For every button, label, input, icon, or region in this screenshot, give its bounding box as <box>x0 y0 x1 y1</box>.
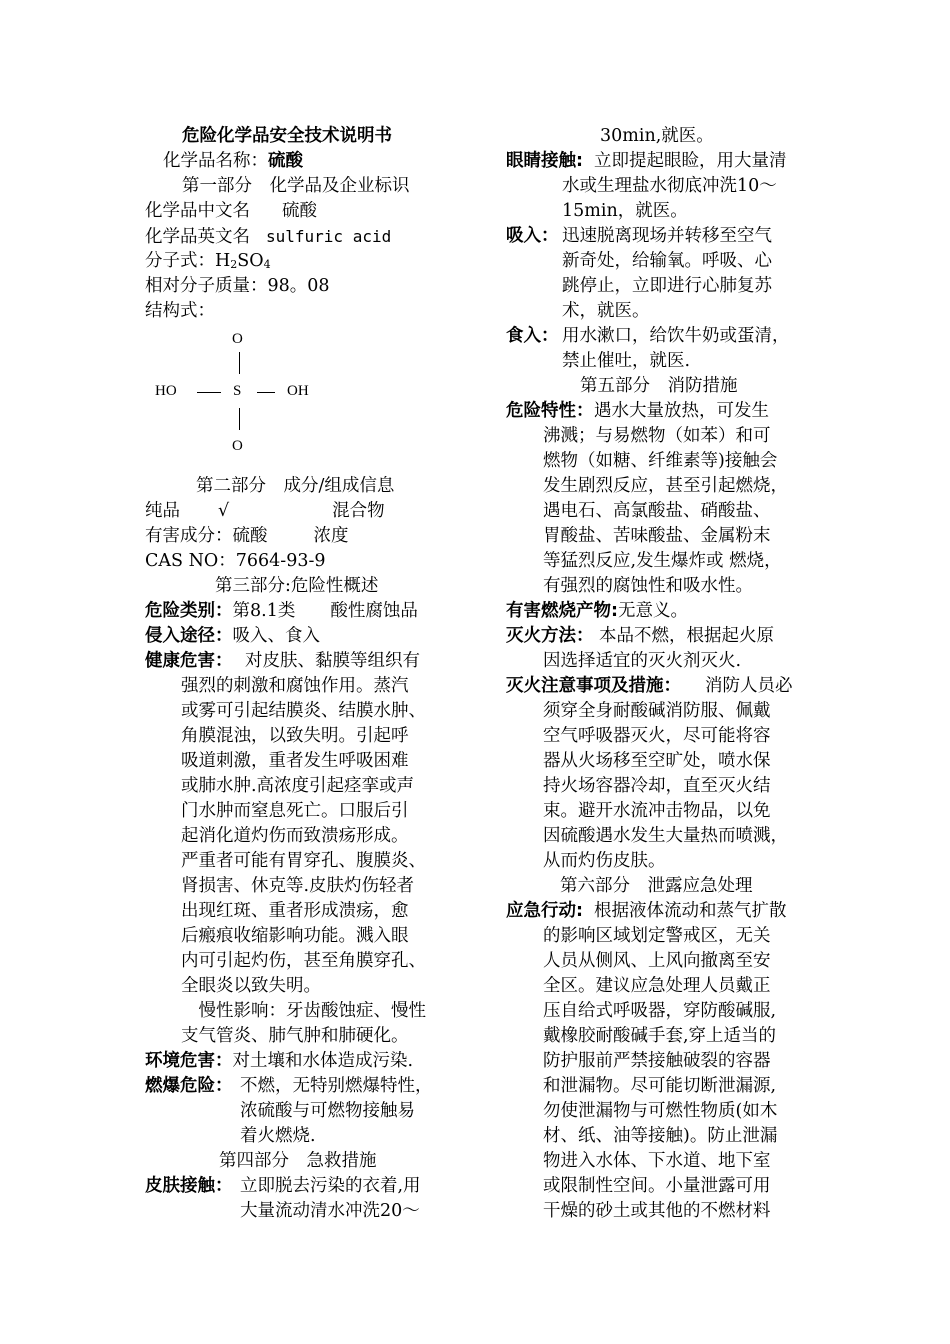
eye-contact-line: 立即提起眼睑，用大量清 <box>594 151 787 171</box>
firefighting-notes-line: 因硫酸遇水发生大量热而喷溅， <box>543 826 788 846</box>
cn-name-label: 化学品中文名 <box>145 201 250 221</box>
environment-hazard-label: 环境危害： <box>145 1051 233 1071</box>
emergency-action-line: 防护服前严禁接触破裂的容器 <box>543 1051 771 1071</box>
firefighting-notes-line: 持火场容器冷却，直至灭火结 <box>543 776 771 796</box>
inhalation-line: 跳停止，立即进行心肺复苏 <box>562 276 772 296</box>
check-mark: √ <box>218 501 230 521</box>
hazard-component-row <box>145 524 349 549</box>
skin-contact-line: 立即脱去污染的衣着,用 <box>240 1176 421 1196</box>
struct-bond-right <box>257 392 275 393</box>
danger-property-line: 遇水大量放热，可发生 <box>594 401 769 421</box>
emergency-action-line: 根据液体流动和蒸气扩散 <box>594 901 787 921</box>
environment-hazard-value: 对土壤和水体造成污染. <box>232 1051 414 1071</box>
danger-property-line: 燃物（如糖、纤维素等)接触会 <box>543 451 778 471</box>
struct-right-oh: OH <box>287 383 309 399</box>
chemical-name-row <box>163 149 303 174</box>
fire-hazard-line: 着火燃烧. <box>240 1126 316 1146</box>
health-hazard-label: 健康危害： <box>145 651 233 671</box>
danger-property-line: 沸溅；与易燃物（如苯）和可 <box>543 426 771 446</box>
cas-number: CAS NO：7664-93-9 <box>145 551 326 571</box>
ingestion-line: 用水漱口，给饮牛奶或蛋清， <box>562 326 790 346</box>
en-name-row <box>145 224 391 250</box>
skin-contact-line: 大量流动清水冲洗20～ <box>240 1201 420 1221</box>
health-line: 吸道刺激，重者发生呼吸困难 <box>181 751 409 771</box>
extinguish-method-line: 因选择适宜的灭火剂灭火. <box>543 651 742 671</box>
hazard-category-value: 第8.1类 酸性腐蚀品 <box>232 601 418 621</box>
health-line: 门水肿而窒息死亡。口服后引 <box>181 801 409 821</box>
cn-name-row <box>145 199 317 224</box>
skin-contact-label: 皮肤接触： <box>145 1176 233 1196</box>
en-name-label: 化学品英文名 <box>145 227 250 247</box>
struct-bond-bottom <box>239 408 240 430</box>
health-line: 强烈的刺激和腐蚀作用。蒸汽 <box>181 676 409 696</box>
fire-hazard-label: 燃爆危险： <box>145 1076 233 1096</box>
fire-hazard-line: 不燃，无特别燃爆特性， <box>240 1076 433 1096</box>
entry-route-value: 吸入、食入 <box>232 626 320 646</box>
structure-label: 结构式： <box>145 301 215 321</box>
combustion-products-value: 无意义。 <box>618 601 688 621</box>
part6-heading: 第六部分 泄露应急处理 <box>560 876 753 896</box>
firefighting-notes-line: 束。避开水流冲击物品，以免 <box>543 801 771 821</box>
part3-heading: 第三部分:危险性概述 <box>215 576 379 596</box>
ingestion-line: 禁止催吐，就医. <box>562 351 691 371</box>
environment-hazard-row <box>145 1049 413 1074</box>
skin-contact-line: 30min,就医。 <box>600 126 714 146</box>
part4-heading: 第四部分 急救措施 <box>219 1151 377 1171</box>
molecular-weight: 相对分子质量：98。08 <box>145 276 330 296</box>
danger-property-line: 等猛烈反应,发生爆炸或 燃烧， <box>543 551 782 571</box>
extinguish-method-line: 本品不燃，根据起火原 <box>599 626 774 646</box>
danger-property-line: 有强烈的腐蚀性和吸水性。 <box>543 576 753 596</box>
fire-hazard-line: 浓硫酸与可燃物接触易 <box>240 1101 415 1121</box>
formula-row <box>145 249 271 277</box>
hazard-component-label: 有害成分：硫酸 <box>145 526 268 546</box>
en-name-value: sulfuric acid <box>266 227 392 246</box>
eye-contact-label: 眼睛接触: <box>506 151 583 171</box>
health-line: 对皮肤、黏膜等组织有 <box>245 651 420 671</box>
page-title: 危险化学品安全技术说明书 <box>182 126 392 146</box>
chronic-effect-line: 慢性影响：牙齿酸蚀症、慢性 <box>181 1001 426 1021</box>
struct-bond-left <box>197 392 221 393</box>
inhalation-line: 术，就医。 <box>562 301 650 321</box>
concentration-label: 浓度 <box>313 526 349 546</box>
emergency-action-line: 全区。建议应急处理人员戴正 <box>543 976 771 996</box>
health-line: 起消化道灼伤而致溃疡形成。 <box>181 826 409 846</box>
health-line: 全眼炎以致失明。 <box>181 976 321 996</box>
emergency-action-line: 压自给式呼吸器，穿防酸碱服, <box>543 1001 777 1021</box>
part2-heading: 第二部分 成分/组成信息 <box>196 476 395 496</box>
emergency-action-label: 应急行动: <box>506 901 583 921</box>
emergency-action-line: 戴橡胶耐酸碱手套,穿上适当的 <box>543 1026 777 1046</box>
emergency-action-line: 勿使泄漏物与可燃性物质(如木 <box>543 1101 778 1121</box>
eye-contact-line: 15min，就医。 <box>562 201 688 221</box>
danger-property-label: 危险特性： <box>506 401 594 421</box>
emergency-action-line: 干燥的砂土或其他的不燃材料 <box>543 1201 771 1221</box>
pure-row <box>145 499 385 524</box>
emergency-action-line: 材、纸、油等接触)。防止泄漏 <box>543 1126 778 1146</box>
chronic-effect-line: 支气管炎、肺气肿和肺硬化。 <box>181 1026 409 1046</box>
formula-h: H <box>215 251 231 271</box>
emergency-action-line: 或限制性空间。小量泄露可用 <box>543 1176 771 1196</box>
inhalation-line: 迅速脱离现场并转移至空气 <box>562 226 772 246</box>
ingestion-label: 食入： <box>506 326 559 346</box>
danger-property-line: 胃酸盐、苦味酸盐、金属粉末 <box>543 526 771 546</box>
combustion-products-label: 有害燃烧产物: <box>506 601 618 621</box>
emergency-action-line: 人员从侧风、上风向撤离至安 <box>543 951 771 971</box>
formula-sub-4: 4 <box>263 258 271 271</box>
pure-label: 纯品 <box>145 501 180 521</box>
health-line: 或肺水肿.高浓度引起痉挛或声 <box>181 776 415 796</box>
eye-contact-line: 水或生理盐水彻底冲洗10～ <box>562 176 777 196</box>
struct-bottom-oxygen: O <box>232 438 243 454</box>
danger-property-line: 发生剧烈反应，甚至引起燃烧， <box>543 476 788 496</box>
extinguish-method-label: 灭火方法： <box>506 626 594 646</box>
combustion-products-row <box>506 599 688 624</box>
health-line: 出现红斑、重者形成溃疡，愈 <box>181 901 409 921</box>
part5-heading: 第五部分 消防措施 <box>580 376 738 396</box>
danger-property-line: 遇电石、高氯酸盐、硝酸盐、 <box>543 501 771 521</box>
health-line: 后瘢痕收缩影响功能。溅入眼 <box>181 926 409 946</box>
struct-left-ho: HO <box>155 383 177 399</box>
health-line: 角膜混浊，以致失明。引起呼 <box>181 726 409 746</box>
inhalation-line: 新奇处，给输氧。呼吸、心 <box>562 251 772 271</box>
firefighting-notes-line: 从而灼伤皮肤。 <box>543 851 666 871</box>
chemical-name-value: 硫酸 <box>268 151 303 171</box>
mixture-label: 混合物 <box>332 501 385 521</box>
firefighting-notes-line: 空气呼吸器灭火，尽可能将容 <box>543 726 771 746</box>
health-line: 严重者可能有胃穿孔、腹膜炎、 <box>181 851 426 871</box>
cn-name-value: 硫酸 <box>282 201 317 221</box>
firefighting-notes-line: 器从火场移至空旷处，喷水保 <box>543 751 771 771</box>
formula-so: SO <box>237 251 264 271</box>
entry-route-row <box>145 624 320 649</box>
entry-route-label: 侵入途径： <box>145 626 233 646</box>
firefighting-notes-line: 须穿全身耐酸碱消防服、佩戴 <box>543 701 771 721</box>
formula-label: 分子式： <box>145 251 215 271</box>
health-line: 或雾可引起结膜炎、结膜水肿、 <box>181 701 426 721</box>
firefighting-notes-label: 灭火注意事项及措施： <box>506 676 681 696</box>
health-line: 肾损害、休克等.皮肤灼伤轻者 <box>181 876 415 896</box>
chemical-name-label: 化学品名称： <box>163 151 268 171</box>
struct-top-oxygen: O <box>232 331 243 347</box>
part1-heading: 第一部分 化学品及企业标识 <box>182 176 410 196</box>
emergency-action-line: 物进入水体、下水道、地下室 <box>543 1151 771 1171</box>
formula-sub-2: 2 <box>230 258 238 271</box>
firefighting-notes-line: 消防人员必 <box>705 676 793 696</box>
hazard-category-label: 危险类别： <box>145 601 233 621</box>
health-line: 内可引起灼伤，甚至角膜穿孔、 <box>181 951 426 971</box>
emergency-action-line: 的影响区域划定警戒区，无关 <box>543 926 771 946</box>
emergency-action-line: 和泄漏物。尽可能切断泄漏源, <box>543 1076 777 1096</box>
hazard-category-row <box>145 599 418 624</box>
struct-sulfur: S <box>233 383 242 399</box>
struct-bond-top <box>239 352 240 374</box>
inhalation-label: 吸入： <box>506 226 559 246</box>
